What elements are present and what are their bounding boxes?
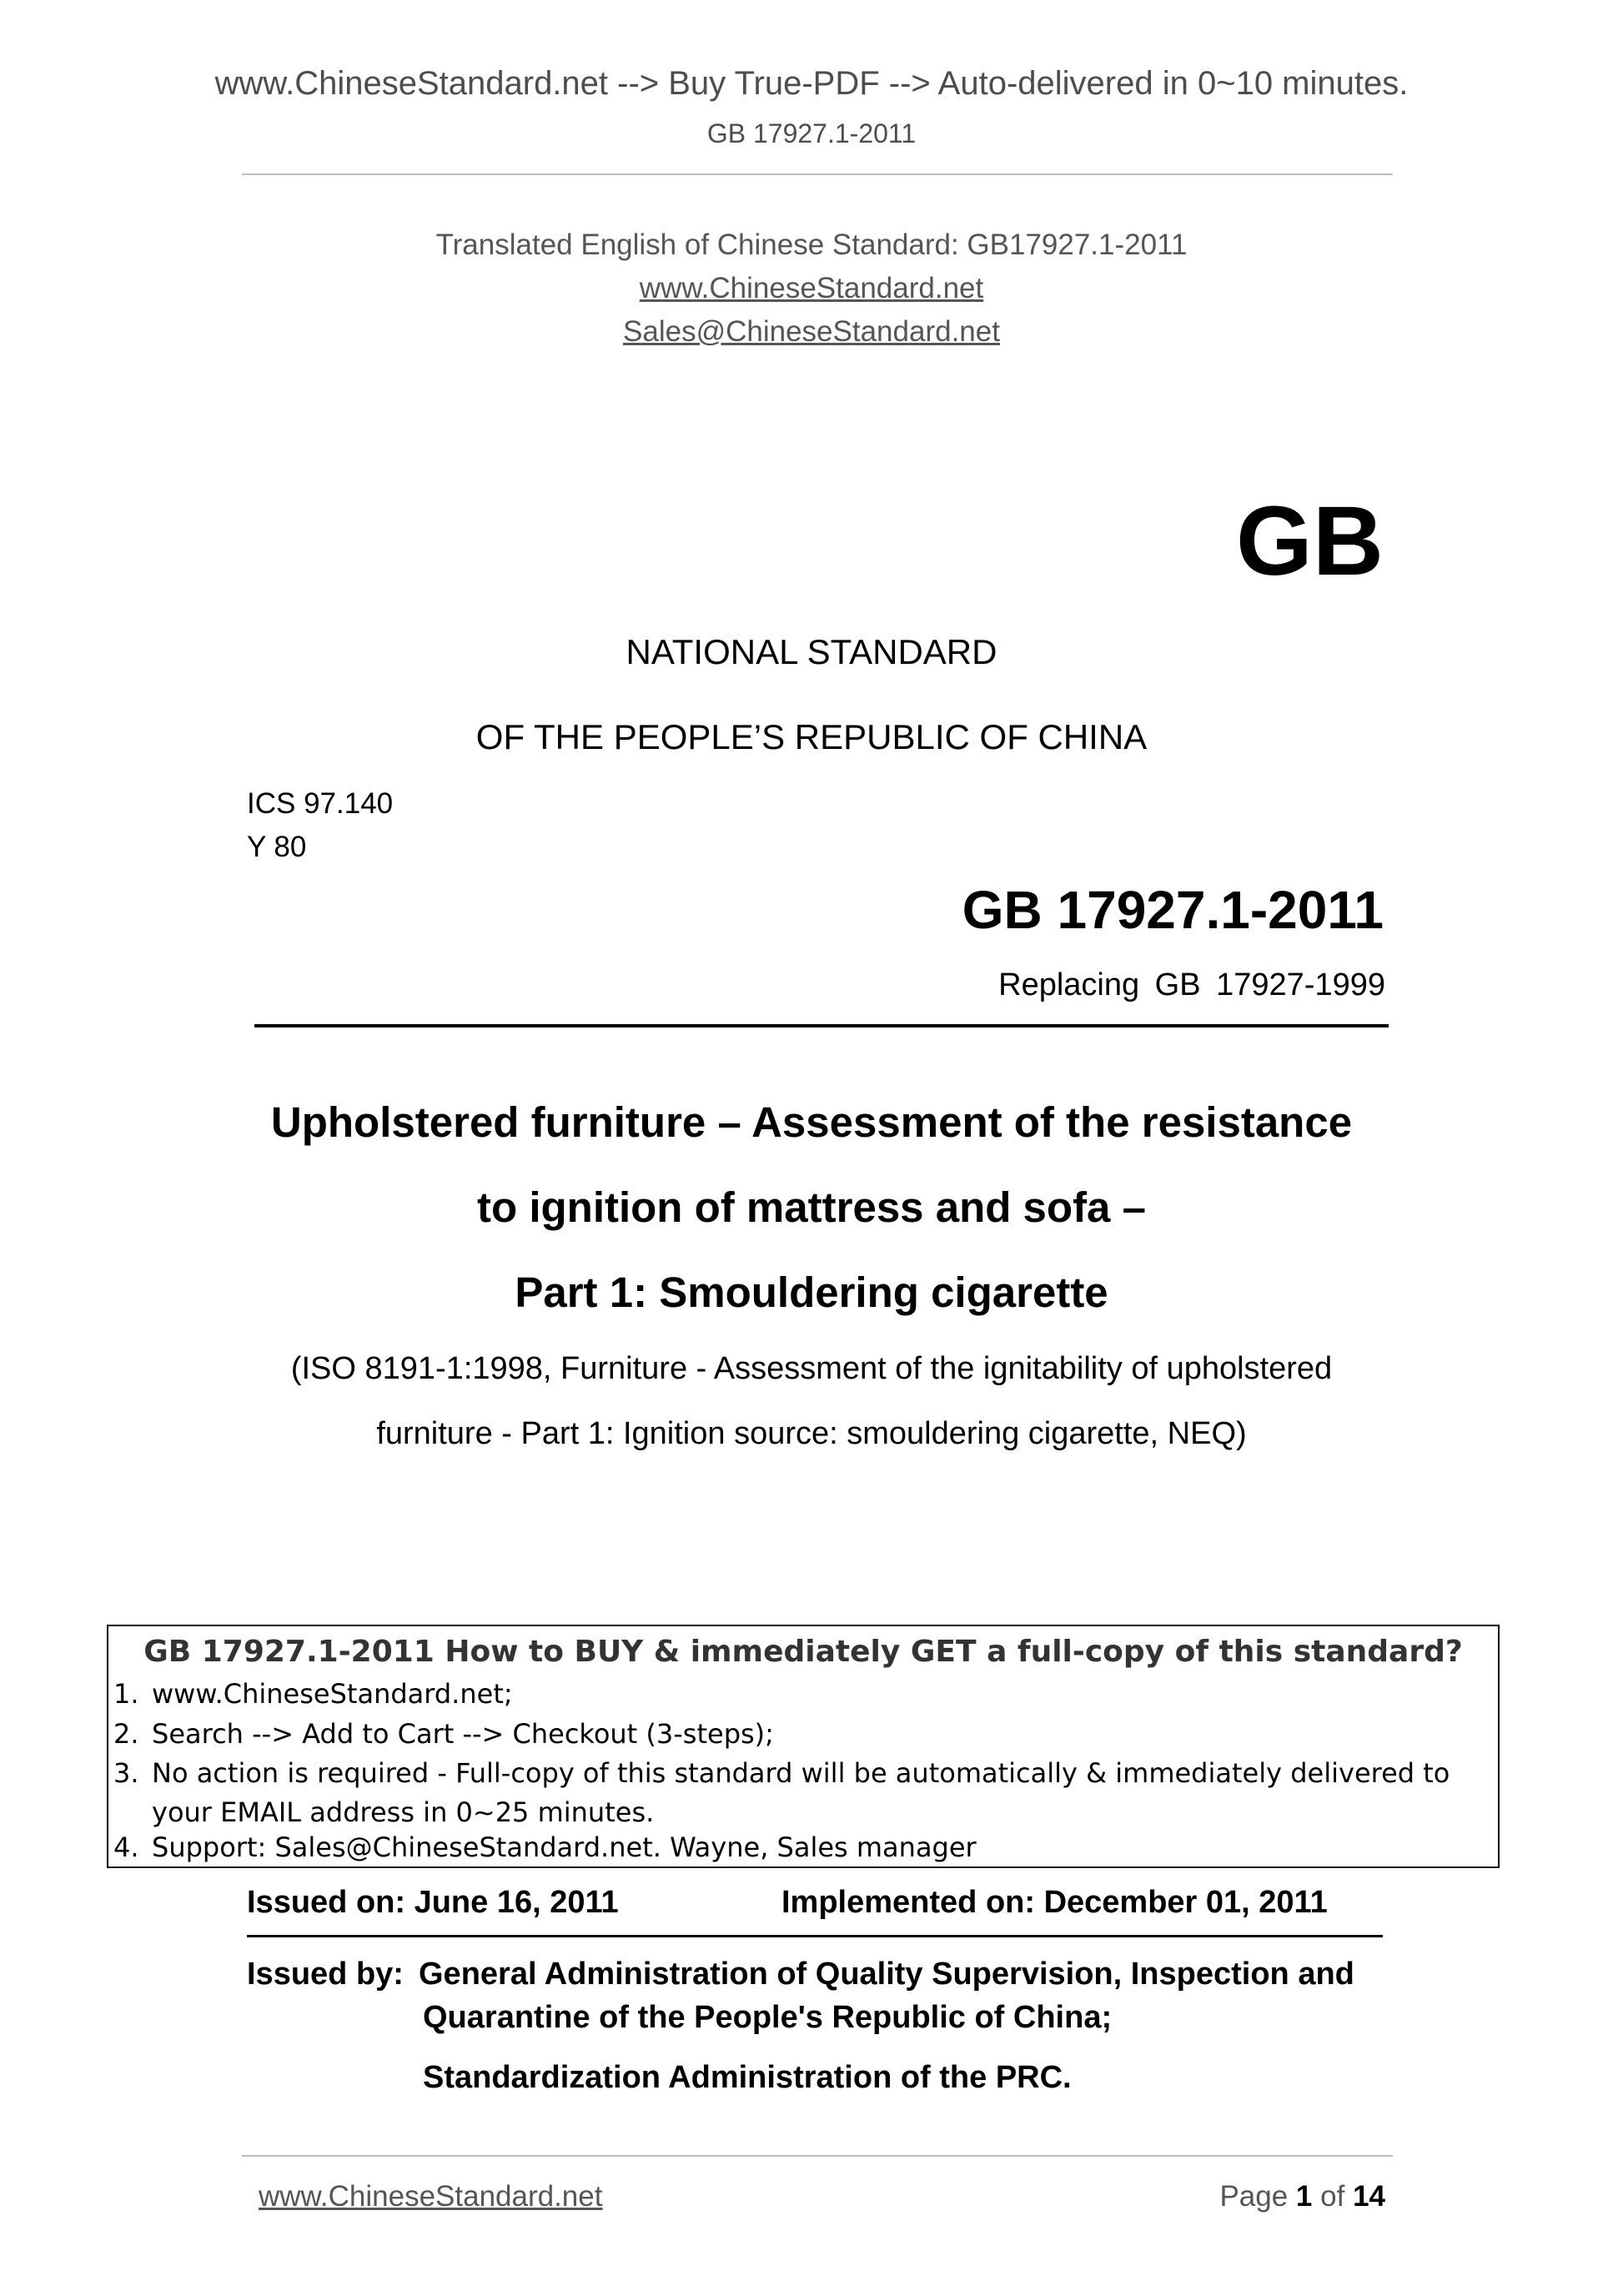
sales-email-link[interactable]: Sales@ChineseStandard.net bbox=[623, 315, 1000, 348]
step-number: 1. bbox=[113, 1678, 139, 1710]
purchase-info-title: GB 17927.1-2011 How to BUY & immediately GET a full-copy of this standard? bbox=[143, 1635, 1463, 1669]
page-prefix: Page bbox=[1219, 2180, 1289, 2213]
title-divider bbox=[254, 1024, 1389, 1027]
header-divider bbox=[242, 173, 1393, 175]
step-text: www.ChineseStandard.net; bbox=[152, 1678, 513, 1710]
prc-heading: OF THE PEOPLE’S REPUBLIC OF CHINA bbox=[475, 717, 1148, 756]
national-standard-heading: NATIONAL STANDARD bbox=[626, 632, 997, 671]
document-title-line-1: Upholstered furniture – Assessment of the resistance bbox=[270, 1098, 1353, 1146]
iso-reference-line-1: (ISO 8191-1:1998, Furniture - Assessment of the ignitability of upholstered bbox=[290, 1351, 1333, 1386]
step-text: No action is required - Full-copy of this standard will be automatically & immediately delivered to bbox=[152, 1757, 1450, 1789]
ics-code: ICS 97.140 bbox=[247, 787, 394, 820]
gb-logo: GB bbox=[1236, 486, 1384, 596]
issuer-line-2: Quarantine of the People's Republic of China; bbox=[423, 2000, 1113, 2035]
website-link[interactable]: www.ChineseStandard.net bbox=[639, 272, 984, 304]
purchase-info-box bbox=[107, 1625, 1500, 1868]
replacing-note: Replacing GB 17927-1999 bbox=[998, 967, 1385, 1002]
step-text: Support: Sales@ChineseStandard.net. Wayne, Sales manager bbox=[152, 1831, 977, 1863]
document-title-line-3: Part 1: Smouldering cigarette bbox=[515, 1269, 1108, 1316]
dates-divider bbox=[247, 1935, 1383, 1937]
iso-reference-line-2: furniture - Part 1: Ignition source: smouldering cigarette, NEQ) bbox=[376, 1416, 1247, 1451]
purchase-step-continued bbox=[152, 1796, 654, 1828]
page-indicator bbox=[1219, 2180, 1385, 2213]
purchase-step bbox=[113, 1678, 513, 1710]
document-title-line-2: to ignition of mattress and sofa – bbox=[477, 1183, 1146, 1231]
step-number: 2. bbox=[113, 1718, 139, 1750]
step-number: 3. bbox=[113, 1757, 139, 1789]
purchase-step bbox=[113, 1757, 1450, 1789]
issuer-line-1: General Administration of Quality Supervision, Inspection and bbox=[419, 1957, 1354, 1992]
translation-notice: Translated English of Chinese Standard: GB17927.1-2011 bbox=[435, 229, 1188, 261]
implemented-on-date: Implemented on: December 01, 2011 bbox=[781, 1885, 1328, 1920]
page-current: 1 bbox=[1295, 2180, 1313, 2213]
issuer-line-3: Standardization Administration of the PRC. bbox=[423, 2060, 1072, 2095]
classification-code: Y 80 bbox=[247, 831, 307, 863]
issued-on-date: Issued on: June 16, 2011 bbox=[247, 1885, 619, 1920]
footer-website-link[interactable]: www.ChineseStandard.net bbox=[259, 2180, 603, 2213]
header-standard-code: GB 17927.1-2011 bbox=[706, 118, 917, 148]
issued-by-label: Issued by: bbox=[247, 1957, 404, 1992]
step-number: 4. bbox=[113, 1831, 139, 1863]
page-total: 14 bbox=[1353, 2180, 1385, 2213]
purchase-step bbox=[113, 1831, 977, 1863]
standard-number: GB 17927.1-2011 bbox=[962, 880, 1384, 940]
purchase-step bbox=[113, 1718, 774, 1750]
page-of: of bbox=[1320, 2180, 1345, 2213]
top-banner: www.ChineseStandard.net --> Buy True-PDF --> Auto-delivered in 0~10 minutes. bbox=[214, 65, 1409, 102]
footer-divider bbox=[242, 2155, 1393, 2157]
step-text: your EMAIL address in 0~25 minutes. bbox=[152, 1796, 655, 1828]
step-text: Search --> Add to Cart --> Checkout (3-steps); bbox=[152, 1718, 774, 1750]
